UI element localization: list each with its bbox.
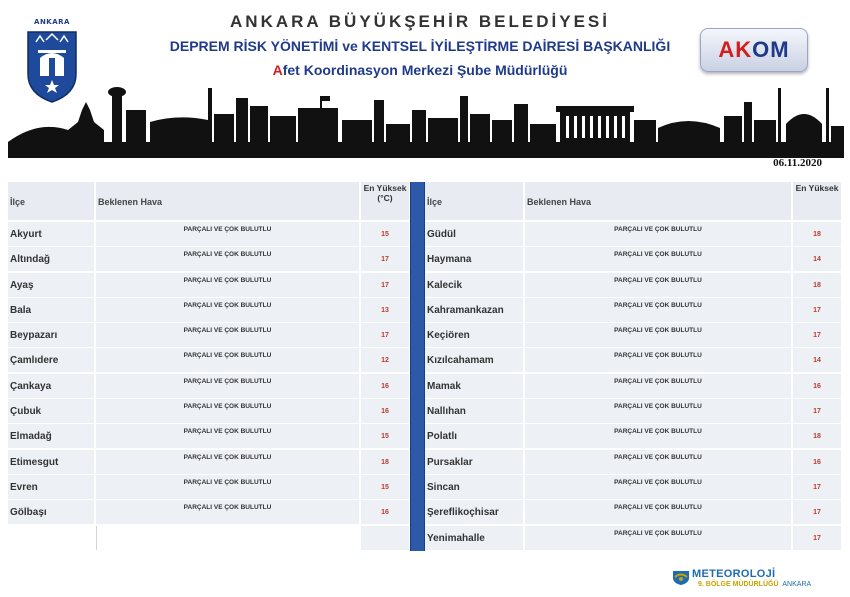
expected-weather: PARÇALI VE ÇOK BULUTLU bbox=[96, 298, 359, 322]
expected-weather: PARÇALI VE ÇOK BULUTLU bbox=[525, 348, 791, 372]
max-temperature: 15 bbox=[361, 475, 409, 499]
district-name: Pursaklar bbox=[425, 450, 523, 474]
max-temperature: 16 bbox=[793, 374, 841, 398]
max-temperature: 18 bbox=[793, 424, 841, 448]
meteorology-city: ANKARA bbox=[782, 581, 812, 588]
column-header-weather: Beklenen Hava bbox=[96, 182, 359, 220]
district-name: Güdül bbox=[425, 222, 523, 246]
district-name: Kızılcahamam bbox=[425, 348, 523, 372]
title-line-3-rest: fet Koordinasyon Merkezi Şube Müdürlüğü bbox=[282, 62, 568, 78]
logo-caption: ANKARA bbox=[34, 18, 70, 26]
expected-weather: PARÇALI VE ÇOK BULUTLU bbox=[525, 247, 791, 271]
district-name: Etimesgut bbox=[8, 450, 94, 474]
max-temperature: 15 bbox=[361, 222, 409, 246]
district-name: Bala bbox=[8, 298, 94, 322]
expected-weather: PARÇALI VE ÇOK BULUTLU bbox=[96, 273, 359, 297]
column-header-district: İlçe bbox=[8, 182, 94, 220]
max-temperature: 16 bbox=[361, 500, 409, 524]
district-name: Çubuk bbox=[8, 399, 94, 423]
district-name: Elmadağ bbox=[8, 424, 94, 448]
meteorology-logo-icon bbox=[672, 568, 690, 586]
district-name: Altındağ bbox=[8, 247, 94, 271]
district-name: Polatlı bbox=[425, 424, 523, 448]
expected-weather: PARÇALI VE ÇOK BULUTLU bbox=[525, 374, 791, 398]
district-name: Beypazarı bbox=[8, 323, 94, 347]
expected-weather: PARÇALI VE ÇOK BULUTLU bbox=[525, 526, 791, 550]
expected-weather: PARÇALI VE ÇOK BULUTLU bbox=[96, 424, 359, 448]
district-name: Şereflikoçhisar bbox=[425, 500, 523, 524]
title-line-3 bbox=[180, 62, 660, 78]
expected-weather: PARÇALI VE ÇOK BULUTLU bbox=[96, 222, 359, 246]
column-header-max-temp: En Yüksek (°C) bbox=[361, 182, 409, 220]
title-line-2: DEPREM RİSK YÖNETİMİ ve KENTSEL İYİLEŞTİRME DAİRESİ BAŞKANLIĞI bbox=[169, 38, 671, 54]
district-name: Akyurt bbox=[8, 222, 94, 246]
column-header-max-temp: En Yüksek bbox=[793, 182, 841, 220]
max-temperature: 16 bbox=[793, 450, 841, 474]
empty-temp-cell bbox=[361, 526, 409, 550]
max-temperature: 16 bbox=[361, 399, 409, 423]
expected-weather: PARÇALI VE ÇOK BULUTLU bbox=[96, 247, 359, 271]
expected-weather: PARÇALI VE ÇOK BULUTLU bbox=[525, 450, 791, 474]
expected-weather: PARÇALI VE ÇOK BULUTLU bbox=[525, 298, 791, 322]
district-name: Keçiören bbox=[425, 323, 523, 347]
table-divider bbox=[410, 182, 425, 551]
max-temperature: 17 bbox=[793, 500, 841, 524]
akom-logo bbox=[700, 28, 808, 72]
expected-weather: PARÇALI VE ÇOK BULUTLU bbox=[96, 323, 359, 347]
column-header-district: İlçe bbox=[425, 182, 523, 220]
max-temperature: 17 bbox=[793, 475, 841, 499]
akom-logo-part-a: AK bbox=[718, 37, 753, 62]
meteorology-region: 9. BÖLGE MÜDÜRLÜĞÜ bbox=[698, 581, 779, 588]
district-name: Çamlıdere bbox=[8, 348, 94, 372]
expected-weather: PARÇALI VE ÇOK BULUTLU bbox=[96, 500, 359, 524]
city-skyline-icon bbox=[8, 80, 844, 158]
district-name: Nallıhan bbox=[425, 399, 523, 423]
max-temperature: 15 bbox=[361, 424, 409, 448]
empty-weather-cell bbox=[96, 526, 359, 550]
title-line-3-initial: A bbox=[272, 62, 283, 78]
title-line-1: ANKARA BÜYÜKŞEHİR BELEDİYESİ bbox=[230, 12, 610, 31]
expected-weather: PARÇALI VE ÇOK BULUTLU bbox=[96, 450, 359, 474]
max-temperature: 17 bbox=[793, 526, 841, 550]
max-temperature: 17 bbox=[361, 323, 409, 347]
max-temperature: 13 bbox=[361, 298, 409, 322]
column-header-weather: Beklenen Hava bbox=[525, 182, 791, 220]
expected-weather: PARÇALI VE ÇOK BULUTLU bbox=[96, 374, 359, 398]
expected-weather: PARÇALI VE ÇOK BULUTLU bbox=[525, 399, 791, 423]
expected-weather: PARÇALI VE ÇOK BULUTLU bbox=[525, 222, 791, 246]
expected-weather: PARÇALI VE ÇOK BULUTLU bbox=[96, 348, 359, 372]
expected-weather: PARÇALI VE ÇOK BULUTLU bbox=[96, 399, 359, 423]
expected-weather: PARÇALI VE ÇOK BULUTLU bbox=[525, 273, 791, 297]
district-name: Gölbaşı bbox=[8, 500, 94, 524]
district-name: Çankaya bbox=[8, 374, 94, 398]
max-temperature: 17 bbox=[361, 273, 409, 297]
report-date: 06.11.2020 bbox=[773, 157, 822, 169]
max-temperature: 14 bbox=[793, 247, 841, 271]
district-name: Evren bbox=[8, 475, 94, 499]
max-temperature: 18 bbox=[793, 222, 841, 246]
max-temperature: 14 bbox=[793, 348, 841, 372]
max-temperature: 12 bbox=[361, 348, 409, 372]
district-name: Sincan bbox=[425, 475, 523, 499]
meteorology-title: METEOROLOJİ bbox=[692, 568, 776, 580]
max-temperature: 17 bbox=[793, 399, 841, 423]
expected-weather: PARÇALI VE ÇOK BULUTLU bbox=[525, 424, 791, 448]
max-temperature: 17 bbox=[793, 298, 841, 322]
expected-weather: PARÇALI VE ÇOK BULUTLU bbox=[525, 323, 791, 347]
district-name: Kahramankazan bbox=[425, 298, 523, 322]
district-name: Haymana bbox=[425, 247, 523, 271]
max-temperature: 18 bbox=[361, 450, 409, 474]
expected-weather: PARÇALI VE ÇOK BULUTLU bbox=[525, 475, 791, 499]
akom-logo-part-b: OM bbox=[752, 37, 790, 62]
district-name: Kalecik bbox=[425, 273, 523, 297]
expected-weather: PARÇALI VE ÇOK BULUTLU bbox=[525, 500, 791, 524]
district-name: Mamak bbox=[425, 374, 523, 398]
max-temperature: 17 bbox=[361, 247, 409, 271]
max-temperature: 17 bbox=[793, 323, 841, 347]
expected-weather: PARÇALI VE ÇOK BULUTLU bbox=[96, 475, 359, 499]
max-temperature: 18 bbox=[793, 273, 841, 297]
district-name: Yenimahalle bbox=[425, 526, 523, 550]
max-temperature: 16 bbox=[361, 374, 409, 398]
district-name: Ayaş bbox=[8, 273, 94, 297]
meteorology-subtitle bbox=[698, 581, 811, 588]
